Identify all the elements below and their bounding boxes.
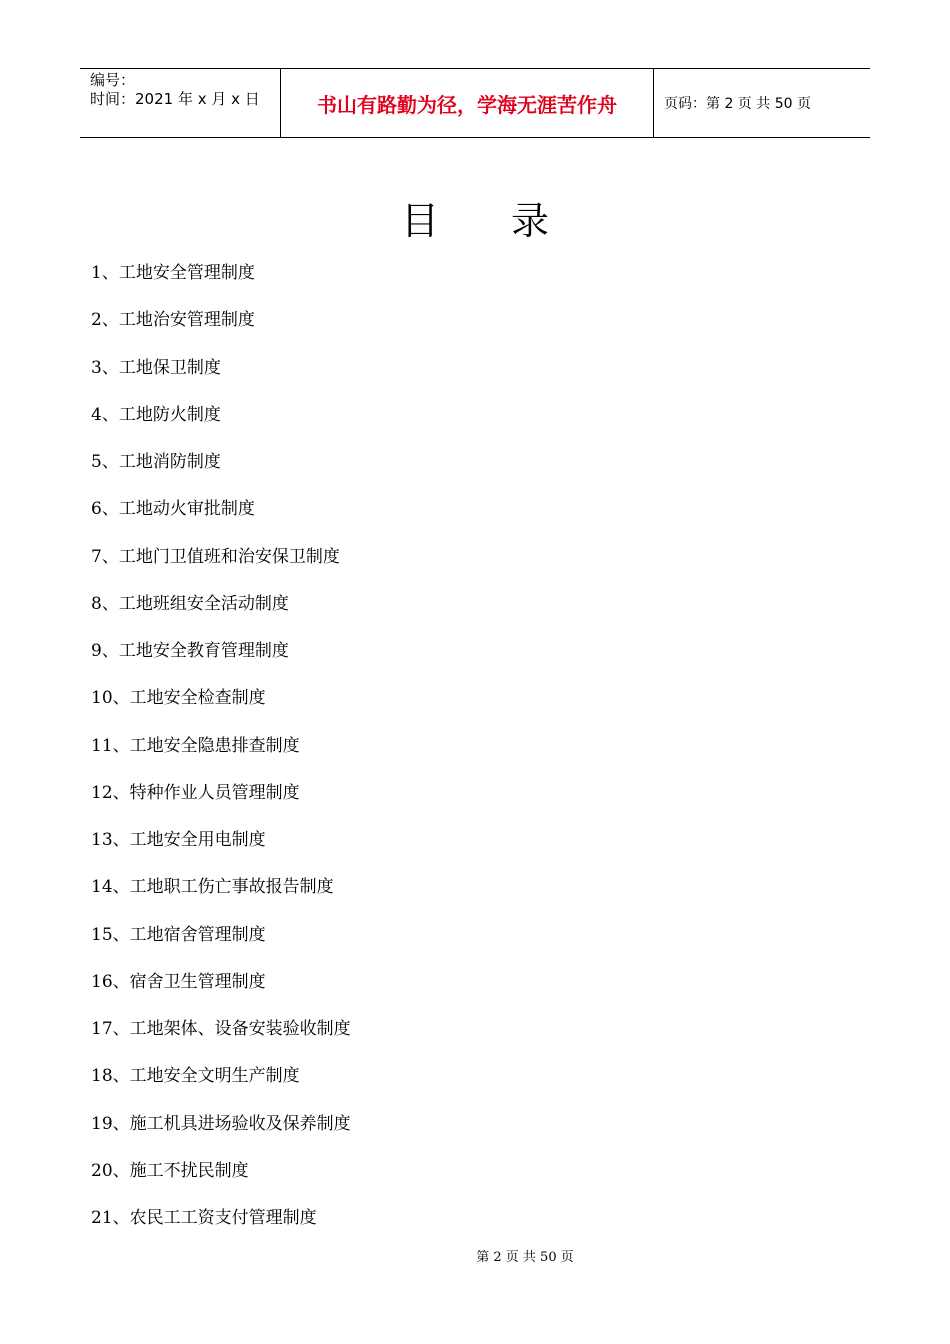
toc-item[interactable]: 14、工地职工伤亡事故报告制度 bbox=[91, 877, 334, 898]
time-label: 时间：2021 年 x 月 x 日 bbox=[90, 90, 260, 108]
toc-item[interactable]: 9、工地安全教育管理制度 bbox=[91, 641, 289, 661]
toc-item[interactable]: 21、农民工工资支付管理制度 bbox=[91, 1208, 317, 1228]
header-motto: 书山有路勤为径，学海无涯苦作舟 bbox=[281, 69, 654, 137]
toc-item[interactable]: 6、工地动火审批制度 bbox=[91, 499, 255, 520]
document-header bbox=[80, 68, 870, 138]
toc-item[interactable]: 19、施工机具进场验收及保养制度 bbox=[91, 1113, 351, 1134]
toc-item[interactable]: 15、工地宿舍管理制度 bbox=[91, 924, 266, 945]
toc-item[interactable]: 7、工地门卫值班和治安保卫制度 bbox=[91, 546, 340, 567]
toc-item[interactable]: 13、工地安全用电制度 bbox=[91, 830, 266, 850]
toc-item[interactable]: 5、工地消防制度 bbox=[91, 452, 221, 472]
table-of-contents bbox=[91, 259, 351, 1251]
toc-item[interactable]: 1、工地安全管理制度 bbox=[91, 263, 255, 283]
toc-item[interactable]: 10、工地安全检查制度 bbox=[91, 688, 266, 709]
toc-item[interactable]: 11、工地安全隐患排查制度 bbox=[91, 735, 300, 756]
page-footer: 第 2 页 共 50 页 bbox=[476, 1250, 574, 1265]
header-page-info: 页码：第 2 页 共 50 页 bbox=[664, 96, 811, 112]
toc-item[interactable]: 20、施工不扰民制度 bbox=[91, 1160, 249, 1181]
toc-item[interactable]: 8、工地班组安全活动制度 bbox=[91, 593, 289, 614]
toc-item[interactable]: 2、工地治安管理制度 bbox=[91, 310, 255, 331]
header-meta bbox=[80, 69, 281, 137]
toc-item[interactable]: 18、工地安全文明生产制度 bbox=[91, 1066, 300, 1087]
toc-item[interactable]: 3、工地保卫制度 bbox=[91, 357, 221, 378]
toc-item[interactable]: 12、特种作业人员管理制度 bbox=[91, 782, 300, 803]
toc-item[interactable]: 17、工地架体、设备安装验收制度 bbox=[91, 1019, 351, 1039]
toc-item[interactable]: 4、工地防火制度 bbox=[91, 404, 221, 425]
number-label: 编号： bbox=[90, 71, 136, 89]
toc-item[interactable]: 16、宿舍卫生管理制度 bbox=[91, 971, 266, 992]
page-title: 目 录 bbox=[400, 199, 580, 243]
